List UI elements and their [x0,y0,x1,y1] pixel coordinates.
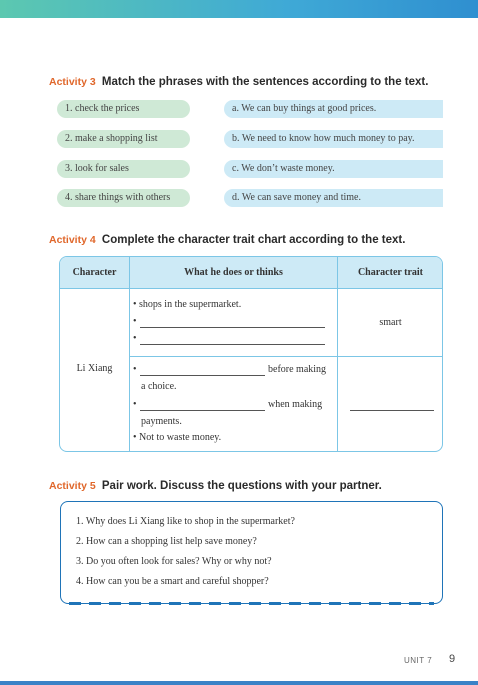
activity3-label: Activity 3 [49,76,96,88]
column-divider [129,257,130,451]
row1-bullet3: • [133,333,137,344]
sentence-c: c. We don’t waste money. [224,160,443,178]
activity5-instruction: Pair work. Discuss the questions with your partner. [101,480,382,492]
row2-item2-cont: payments. [141,416,182,427]
activity4-label: Activity 4 [49,234,96,246]
row2-blank2[interactable] [140,410,265,411]
row2-trait-blank[interactable] [350,410,434,411]
phrase-4: 4. share things with others [57,189,190,207]
header-what-he-does: What he does or thinks [184,267,283,278]
row1-trait: smart [379,317,402,328]
row2-item2-tail: when making [268,399,323,410]
question-4: 4. How can you be a smart and careful shopper? [76,576,269,587]
column-divider [337,257,338,451]
activity4-instruction: Complete the character trait chart according to the text. [101,234,406,246]
row1-blank3[interactable] [140,344,325,345]
row2-item1-cont: a choice. [141,381,177,392]
header-character-trait: Character trait [357,267,424,278]
sentence-d: d. We can save money and time. [224,189,443,207]
row-divider [129,356,443,357]
question-3: 3. Do you often look for sales? Why or why not? [76,556,272,567]
row1-blank2[interactable] [140,327,325,328]
sentence-a: a. We can buy things at good prices. [224,100,443,118]
phrase-1: 1. check the prices [57,100,190,118]
row2-item3: • Not to waste money. [133,432,222,443]
dashed-border [69,602,434,605]
character-name: Li Xiang [76,363,113,374]
activity3-instruction: Match the phrases with the sentences according to the text. [101,76,429,88]
row1-bullet2: • [133,316,137,327]
phrase-2: 2. make a shopping list [57,130,190,148]
activity3-title [49,76,428,88]
page-number: 9 [449,653,456,665]
row2-bullet2: • [133,399,137,410]
discussion-questions-box [60,501,443,604]
bottom-banner [0,681,478,685]
row2-bullet1: • [133,364,137,375]
activity5-label: Activity 5 [49,480,96,492]
row1-item1: • shops in the supermarket. [133,299,242,310]
question-1: 1. Why does Li Xiang like to shop in the supermarket? [76,516,295,527]
row2-item1-tail: before making [268,364,327,375]
activity5-title [49,480,382,492]
header-character: Character [72,267,117,278]
character-trait-chart [59,256,443,452]
row2-blank1[interactable] [140,375,265,376]
unit-label: UNIT 7 [404,656,433,665]
sentence-b: b. We need to know how much money to pay. [224,130,443,148]
question-2: 2. How can a shopping list help save money? [76,536,257,547]
phrase-3: 3. look for sales [57,160,190,178]
activity4-title [49,234,405,246]
top-banner [0,0,478,18]
